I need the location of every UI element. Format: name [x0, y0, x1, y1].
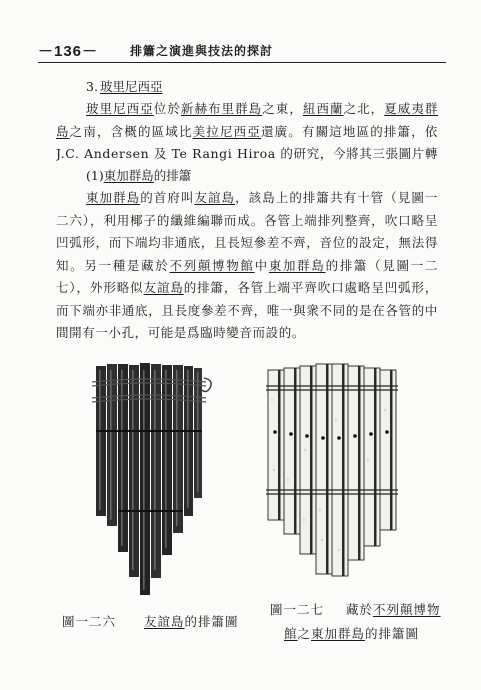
term-british-museum: 不列顛博物館 — [169, 257, 255, 273]
figure-127-caption — [270, 598, 470, 646]
section-title-text: 玻里尼西亞 — [99, 79, 163, 94]
caption-museum-end: 館 — [284, 626, 298, 641]
pipe-tube — [151, 364, 161, 578]
page-number: －136－ — [38, 43, 99, 60]
pipe-tube — [162, 365, 172, 555]
pipe-tube — [129, 365, 139, 577]
term-polynesia: 玻里尼西亞 — [86, 101, 154, 116]
pipe-tube — [140, 363, 150, 595]
text-run: 之北， — [343, 101, 385, 116]
text-run: 的首府叫 — [140, 190, 195, 205]
panpipe-tubes — [268, 364, 396, 576]
text-run: 中 — [254, 257, 269, 273]
text-run: 之東， — [262, 101, 303, 116]
section-number: 3. — [86, 79, 98, 94]
subsection-number: (1) — [86, 168, 104, 183]
caption-term: 友誼島 — [144, 614, 185, 629]
section-title — [86, 76, 438, 98]
main-content — [56, 76, 438, 367]
term-friendly-islands: 友誼島 — [194, 190, 236, 205]
pipe-tube — [348, 366, 364, 560]
caption-text: 之 — [297, 626, 312, 641]
term-new-hebrides: 新赫布里群島 — [180, 101, 263, 116]
pipe-tube — [268, 370, 284, 520]
panpipe-figure-126 — [86, 360, 216, 610]
panpipe-figure-127 — [260, 360, 420, 590]
term-melanesia: 美拉尼西亞 — [192, 123, 261, 139]
caption-line-2 — [270, 622, 470, 646]
pipe-tube — [284, 368, 300, 534]
caption-prefix: 藏於 — [346, 602, 374, 617]
pipe-tube — [96, 366, 106, 516]
pipe-tube — [107, 364, 117, 526]
figure-126-caption — [62, 612, 252, 630]
pipe-tube — [332, 364, 348, 576]
panpipe-tubes — [96, 363, 202, 595]
paragraph-polynesia-intro — [56, 98, 438, 165]
caption-suffix: 的排簫圖 — [184, 614, 239, 629]
caption-line-1 — [270, 598, 470, 622]
subsection-title-suffix: 的排簫 — [153, 168, 192, 183]
text-run: 位於 — [153, 101, 181, 116]
pipe-tube — [364, 368, 380, 546]
lashing-loop — [202, 378, 211, 392]
term-tonga: 東加群島 — [86, 190, 141, 205]
term-friendly-islands: 友誼島 — [143, 280, 184, 295]
subsection-title — [86, 165, 438, 187]
text-run: 的排簫（見圖一二七），外形略似 — [56, 257, 438, 295]
page-header — [38, 40, 446, 63]
term-tonga: 東加群島 — [268, 257, 326, 273]
term-hawaii: 夏威夷群島 — [56, 101, 438, 139]
pipe-tube — [300, 366, 316, 554]
text-run: 還廣。有關這地區的排簫，依 J.C. Andersen 及 Te Rangi Hiroa 的研究，今將其三張圖片轉 — [56, 123, 438, 161]
pipe-tube — [118, 364, 128, 552]
text-run: ，該島上的排簫共有十管（見圖一二六），利用椰子的纖維編聯而成。各管上端排列整齊，吹口略呈凹弧形，而下端均非通底，且長短參差不齊，音位的設定，無法得知。另一種是藏於 — [56, 190, 438, 273]
figure-number: 圖一二七 — [270, 602, 325, 617]
pipe-tube — [316, 364, 332, 574]
pipe-tube — [173, 365, 183, 533]
caption-museum: 不列顛博物 — [373, 602, 441, 617]
text-run: 之南，含概的區域比 — [69, 123, 193, 139]
pipe-tube — [380, 370, 396, 530]
caption-term: 東加群島 — [311, 626, 366, 641]
running-title: 排簫之演進與技法的探討 — [130, 44, 274, 58]
paragraph-tonga-panpipes — [56, 187, 438, 367]
figure-number: 圖一二六 — [62, 614, 117, 629]
caption-suffix: 的排簫圖 — [365, 626, 420, 641]
subsection-title-term: 東加群島 — [103, 168, 154, 183]
term-new-zealand: 紐西蘭 — [302, 101, 344, 116]
text-run: 的排簫，各管上端平齊吹口處略呈凹弧形，而下端亦非通底，且長度參差不齊，唯一與衆不同的是在各管的中間開有一小孔，可能是爲臨時變音而設的。 — [56, 280, 438, 340]
